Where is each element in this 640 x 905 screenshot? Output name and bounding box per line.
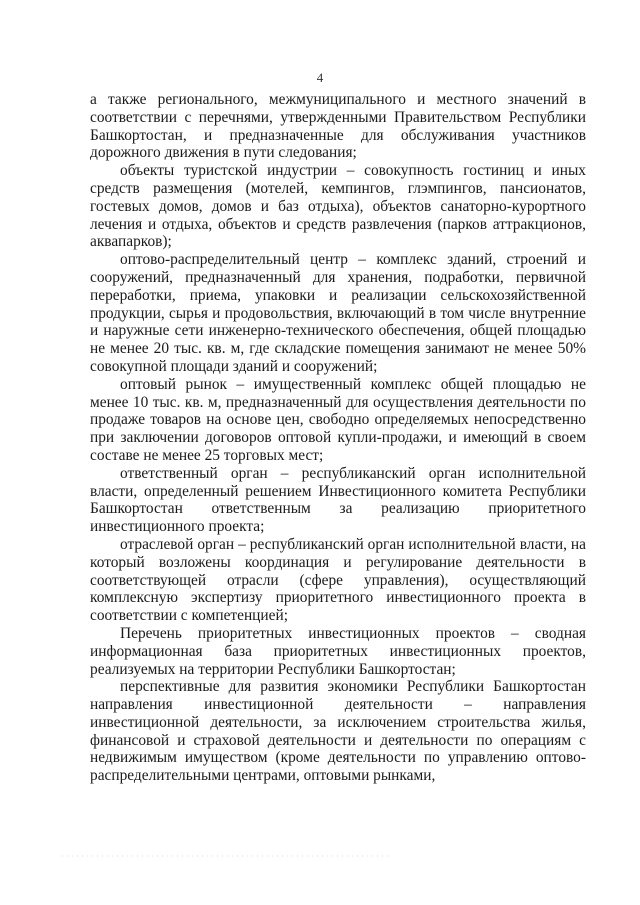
paragraph-promising-directions: перспективные для развития экономики Республики Башкортостан направления инвестиционной деятельности – направления инвестиционной деятельности, за исключением строительства жилья, финансовой и страховой деятельности и деятельности по операциям с недвижимым имуществом (кроме деятельности по управлению оптово-распределительными центрами, оптовыми рынками, — [90, 678, 586, 785]
document-body — [90, 91, 586, 785]
paragraph-wholesale-market: оптовый рынок – имущественный комплекс общей площадью не менее 10 тыс. кв. м, предназначенный для осуществления деятельности по продаже товаров на основе цен, свободно определяемых непосредственно при заключении договоров оптовой купли-продажи, и имеющий в своем составе не менее 25 торговых мест; — [90, 375, 586, 464]
paragraph-continuation: а также регионального, межмуниципального и местного значений в соответствии с перечнями, утвержденными Правительством Республики Башкортостан, и предназначенные для обслуживания участников дорожного движения в пути следования; — [90, 91, 586, 162]
paragraph-responsible-body: ответственный орган – республиканский орган исполнительной власти, определенный решением Инвестиционного комитета Республики Башкортостан ответственным за реализацию приоритетного инвестиционного проекта; — [90, 464, 586, 536]
scan-artifact — [60, 855, 390, 857]
paragraph-tourism-objects: объекты туристской индустрии – совокупность гостиниц и иных средств размещения (мотелей, кемпингов, глэмпингов, пансионатов, гостевых домов, домов и баз отдыха), объектов санаторно-курортного лечения и отдыха, объектов и средств развлечения (парков аттракционов, аквапарков); — [90, 162, 586, 251]
paragraph-priority-projects-list: Перечень приоритетных инвестиционных проектов – сводная информационная база приоритетных инвестиционных проектов, реализуемых на территории Республики Башкортостан; — [90, 624, 586, 678]
paragraph-distribution-center: оптово-распределительный центр – комплекс зданий, строений и сооружений, предназначенный для хранения, подработки, первичной переработки, приема, упаковки и реализации сельскохозяйственной продукции, сырья и продовольствия, включающий в том числе внутренние и наружные сети инженерно-технического обеспечения, общей площадью не менее 20 тыс. кв. м, где складские помещения занимают не менее 50% совокупной площади зданий и сооружений; — [90, 251, 586, 375]
page-number: 4 — [316, 70, 324, 85]
paragraph-sectoral-body: отраслевой орган – республиканский орган исполнительной власти, на который возложены координация и регулирование деятельности в соответствующей отрасли (сфере управления), осуществляющий комплексную экспертизу приоритетного инвестиционного проекта в соответствии с компетенцией; — [90, 535, 586, 625]
